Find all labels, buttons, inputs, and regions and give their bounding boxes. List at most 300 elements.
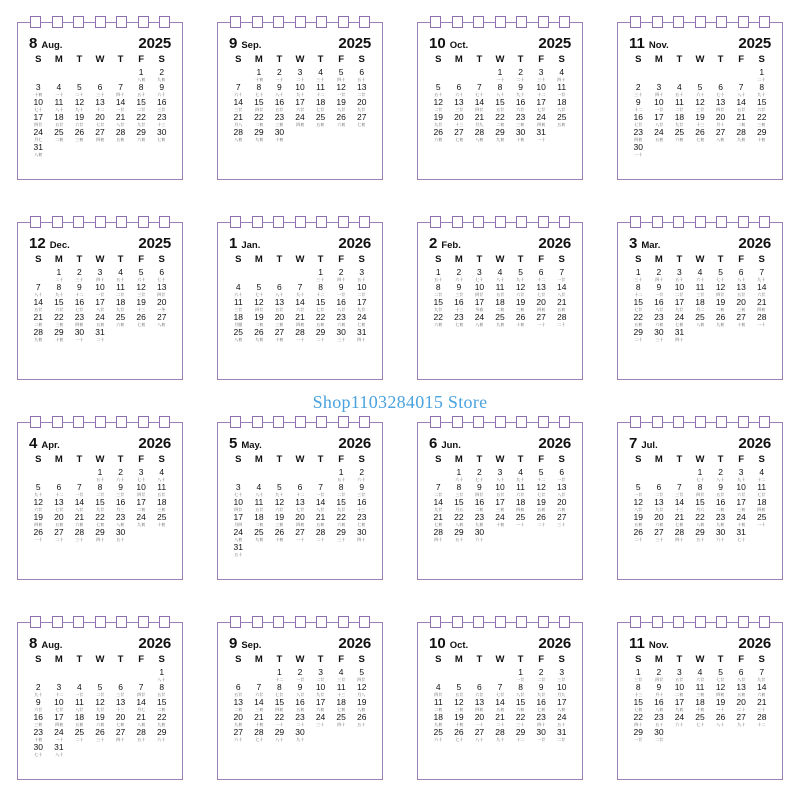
lunar-label: 二廿 [434,107,443,112]
lunar-label: 六十 [234,737,243,742]
day-number: 30 [654,327,664,337]
day-number: 23 [356,512,367,522]
lunar-label: 七初 [357,522,366,527]
day-number: 4 [697,267,703,277]
lunar-label: 一廿 [557,477,566,482]
day-cell [228,281,249,296]
lunar-label: 四廿 [254,107,263,112]
lunar-label: 四十 [557,77,566,82]
year-label: 2026 [538,435,571,452]
day-cell [449,81,470,96]
weekday-label: S [358,654,365,665]
ring-hole-icon [252,16,263,28]
weekday-label: W [295,454,305,465]
day-cell-empty [69,466,90,481]
ring-hole-icon [652,616,663,628]
lunar-label: 十初 [254,77,263,82]
day-cell [290,111,311,126]
day-cell [69,496,90,511]
lunar-label: 九初 [137,522,146,527]
day-cell [249,326,270,341]
lunar-label: 六初 [654,322,663,327]
day-cell [490,481,511,496]
day-cell-empty [649,466,670,481]
lunar-label: 六十 [234,292,243,297]
day-number: 28 [33,327,44,337]
day-number: 3 [559,667,565,677]
day-cell [331,311,352,326]
day-cell [249,696,270,711]
month-number: 5 [229,435,238,452]
day-cell [510,496,531,511]
day-number: 24 [654,127,664,137]
day-cell-empty [110,66,131,81]
day-number: 31 [54,742,64,752]
lunar-label: 五十 [654,722,663,727]
day-cell-empty [731,66,752,81]
day-cell [731,311,752,326]
lunar-label: 五廿 [496,107,504,112]
day-cell [731,681,752,696]
weekday-header-row [626,654,774,665]
day-number: 10 [495,482,505,492]
month-number: 8 [29,635,38,652]
day-number: 12 [715,682,726,692]
day-cell [151,481,172,496]
weekday-label: M [654,54,663,65]
day-cell [751,126,772,141]
weekday-label: W [695,654,705,665]
day-number: 30 [633,142,644,152]
ring-hole-icon [30,216,41,228]
day-cell [490,126,511,141]
ring-hole-icon [316,416,327,428]
day-cell [228,681,249,696]
lunar-label: 二初 [54,137,63,142]
day-cell [751,311,772,326]
day-number: 25 [515,512,526,522]
lunar-label: 三廿 [696,107,704,112]
day-cell [531,496,552,511]
day-cell [428,111,449,126]
day-cell [428,281,449,296]
day-number: 26 [454,727,464,737]
lunar-label: 五十 [337,477,346,482]
day-cell [649,526,670,541]
day-number: 3 [138,467,144,477]
day-number: 27 [54,527,64,537]
lunar-label: 三初 [454,707,463,712]
lunar-label: 四廿 [716,292,725,297]
day-number: 14 [74,497,85,507]
day-cell [290,66,311,81]
weekday-header-row [426,254,574,265]
ring-hole-icon [695,216,706,228]
day-number: 26 [95,727,105,737]
lunar-label: 八廿 [116,122,125,127]
lunar-label: 节春 [475,307,484,312]
day-number: 30 [536,727,546,737]
lunar-label: 月七 [137,707,146,712]
lunar-label: 五十 [675,92,684,97]
day-cell [131,311,152,326]
day-cell-empty [669,466,690,481]
month-number: 6 [429,435,438,452]
day-number: 5 [435,82,441,92]
day-cell [649,111,670,126]
day-number: 21 [33,312,44,322]
day-cell [290,96,311,111]
day-number: 24 [674,712,685,722]
day-cell [649,311,670,326]
ring-hole-icon [495,616,506,628]
calendar-cell [0,400,200,600]
lunar-label: 三十 [557,522,566,527]
day-cell [331,481,352,496]
month-name: Dec. [49,240,70,251]
day-cell [131,511,152,526]
day-cell [731,511,752,526]
weekday-label: S [158,454,165,465]
lunar-label: 五廿 [737,292,746,297]
lunar-label: 十三 [675,507,684,512]
lunar-label: 九廿 [675,122,684,127]
weekday-header-row [26,654,174,665]
day-number: 14 [736,97,746,107]
day-number: 23 [274,112,285,122]
day-cell [131,96,152,111]
lunar-label: 四廿 [654,677,663,682]
day-number: 26 [715,712,726,722]
day-number: 4 [338,667,344,677]
lunar-label: 九廿 [137,122,146,127]
day-number: 29 [254,127,264,137]
lunar-label: 月三 [116,507,125,512]
weekday-header-row [226,254,374,265]
day-cell [731,526,752,541]
calendar-cell [600,600,800,800]
day-cell [731,126,752,141]
day-number: 14 [674,497,685,507]
month-calendar [617,622,783,780]
weekday-label: W [95,454,105,465]
day-number: 15 [274,697,285,707]
day-number: 9 [35,697,41,707]
day-cell [690,681,711,696]
ring-hole-icon [630,216,641,228]
day-cell [449,726,470,741]
lunar-label: 六十 [454,92,463,97]
lunar-label: 四十 [537,722,546,727]
day-cell [731,666,752,681]
lunar-label: 五初 [634,522,643,527]
day-number: 8 [635,682,641,692]
weekday-label: T [317,454,324,465]
lunar-label: 十二 [537,92,546,97]
day-cell [628,496,649,511]
lunar-label: 八初 [475,137,484,142]
day-cell [669,711,690,726]
lunar-label: 十三 [634,692,643,697]
day-number: 5 [538,467,544,477]
month-number: 9 [229,35,238,52]
day-number: 24 [556,712,567,722]
binding-rings [26,216,174,230]
day-cell [310,496,331,511]
day-number: 12 [536,482,546,492]
day-cell [90,681,111,696]
day-cell [449,296,470,311]
ring-hole-icon [695,616,706,628]
lunar-label: 三廿 [157,107,166,112]
day-cell [490,496,511,511]
ring-hole-icon [473,616,484,628]
lunar-label: 十二 [757,477,766,482]
day-cell [331,681,352,696]
day-number: 16 [115,497,126,507]
day-cell [290,281,311,296]
ring-hole-icon [759,216,770,228]
lunar-label: 八廿 [557,292,566,297]
weekday-label: T [517,654,524,665]
weekday-label: W [495,654,505,665]
month-name: Jul. [641,440,658,451]
lunar-label: 一十 [296,537,304,542]
lunar-label: 六十 [696,277,704,282]
weekday-label: T [276,654,283,665]
month-calendar [417,22,583,180]
day-cell [90,111,111,126]
day-number: 15 [315,297,326,307]
lunar-label: 四初 [75,322,84,327]
lunar-label: 九初 [234,722,243,727]
day-cell [669,481,690,496]
weekday-label: S [635,54,642,65]
lunar-label: 九十 [496,737,504,742]
day-cell [669,496,690,511]
day-number: 3 [235,482,241,492]
day-cell [469,711,490,726]
day-number: 11 [116,282,125,292]
lunar-label: 九十 [516,92,525,97]
day-cell [510,111,531,126]
day-cell [690,311,711,326]
ring-hole-icon [716,416,727,428]
store-watermark: Shop1103284015 Store [312,392,488,412]
weekday-label: F [138,54,145,65]
day-cell [669,326,690,341]
lunar-label: 月九 [475,122,484,127]
day-cell [510,266,531,281]
day-number: 16 [156,97,167,107]
day-grid [26,666,174,756]
calendar-header [426,236,574,251]
day-number: 31 [95,327,105,337]
day-cell [28,96,49,111]
ring-hole-icon [159,16,170,28]
weekday-label: W [295,254,305,265]
lunar-label: 三廿 [137,292,146,297]
lunar-label: 八廿 [654,307,663,312]
lunar-label: 九十 [75,107,84,112]
year-label: 2025 [138,35,171,52]
ring-hole-icon [538,16,549,28]
day-cell [428,481,449,496]
weekday-label: W [95,54,105,65]
ring-hole-icon [359,616,370,628]
lunar-label: 二廿 [675,292,684,297]
day-number: 16 [74,297,85,307]
ring-hole-icon [716,216,727,228]
weekday-header-row [626,254,774,265]
lunar-label: 七十 [34,107,43,112]
lunar-label: 七初 [337,707,346,712]
weekday-label: W [495,254,505,265]
day-cell [131,111,152,126]
day-cell [228,711,249,726]
lunar-label: 三廿 [634,677,643,682]
day-cell [90,496,111,511]
day-number: 4 [159,467,165,477]
day-number: 21 [295,312,305,322]
day-number: 30 [274,127,285,137]
ring-hole-icon [652,16,663,28]
day-cell [531,666,552,681]
ring-hole-icon [559,16,570,28]
lunar-label: 一十 [516,522,525,527]
lunar-label: 一廿 [654,107,663,112]
day-cell [628,326,649,341]
weekday-label: M [654,654,663,665]
day-number: 13 [736,282,746,292]
day-cell [649,96,670,111]
binding-rings [226,216,374,230]
lunar-label: 八十 [157,677,166,682]
day-cell-empty [49,66,70,81]
lunar-label: 九十 [516,277,525,282]
lunar-label: 七十 [716,277,725,282]
day-cell [649,266,670,281]
day-number: 1 [435,267,441,277]
day-cell [110,126,131,141]
day-cell-empty [228,466,249,481]
calendar-cell [200,600,400,800]
day-cell [49,741,70,756]
day-number: 6 [477,682,482,692]
day-number: 15 [254,97,264,107]
day-number: 8 [456,482,462,492]
day-cell [710,81,731,96]
day-number: 24 [356,312,367,322]
day-cell [331,296,352,311]
day-number: 31 [674,327,685,337]
day-number: 6 [159,267,165,277]
day-number: 14 [136,697,146,707]
lunar-label: 五初 [496,707,504,712]
day-number: 13 [536,282,546,292]
day-number: 18 [695,697,705,707]
day-number: 5 [256,282,262,292]
lunar-label: 五十 [137,92,146,97]
day-cell [90,96,111,111]
day-number: 16 [274,97,285,107]
day-cell [731,466,752,481]
lunar-label: 五廿 [496,292,504,297]
lunar-label: 四十 [654,277,663,282]
day-number: 23 [295,712,305,722]
calendar-header [226,36,374,51]
ring-hole-icon [559,216,570,228]
weekday-label: F [738,454,745,465]
day-number: 24 [736,512,746,522]
day-cell [551,496,572,511]
day-cell [510,726,531,741]
lunar-label: 五廿 [254,507,263,512]
ring-hole-icon [452,616,463,628]
lunar-label: 七廿 [316,107,325,112]
lunar-label: 二廿 [357,292,366,297]
calendar-header [226,236,374,251]
lunar-label: 二十 [54,277,63,282]
weekday-label: S [158,254,165,265]
day-cell [751,681,772,696]
day-cell [151,96,172,111]
day-cell [690,511,711,526]
ring-hole-icon [52,216,63,228]
day-number: 24 [95,312,105,322]
day-cell [351,526,372,541]
day-number: 10 [136,482,146,492]
day-cell [710,311,731,326]
day-number: 15 [54,297,64,307]
day-cell [351,466,372,481]
lunar-label: 五十 [357,277,366,282]
lunar-label: 九初 [157,722,166,727]
day-cell [228,541,249,556]
month-number: 8 [29,35,38,52]
day-number: 8 [256,82,262,92]
day-cell [710,111,731,126]
lunar-label: 六廿 [516,107,525,112]
month-number: 4 [29,435,38,452]
lunar-label: 六十 [137,277,146,282]
day-number: 14 [756,682,767,692]
day-cell [469,726,490,741]
ring-hole-icon [473,16,484,28]
day-cell [110,696,131,711]
day-cell [351,481,372,496]
lunar-label: 十二 [634,107,643,112]
day-number: 9 [159,82,165,92]
day-cell [228,726,249,741]
ring-hole-icon [273,16,284,28]
day-cell [428,511,449,526]
day-cell [531,81,552,96]
ring-hole-icon [538,616,549,628]
weekday-label: M [54,54,63,65]
day-number: 3 [297,67,303,77]
day-number: 12 [633,497,644,507]
day-cell [449,311,470,326]
day-number: 4 [56,82,62,92]
day-number: 28 [756,712,767,722]
day-cell [731,296,752,311]
day-cell [649,496,670,511]
lunar-label: 八廿 [316,507,325,512]
lunar-label: 一廿 [337,92,346,97]
day-number: 6 [738,667,744,677]
lunar-label: 三十 [634,92,643,97]
